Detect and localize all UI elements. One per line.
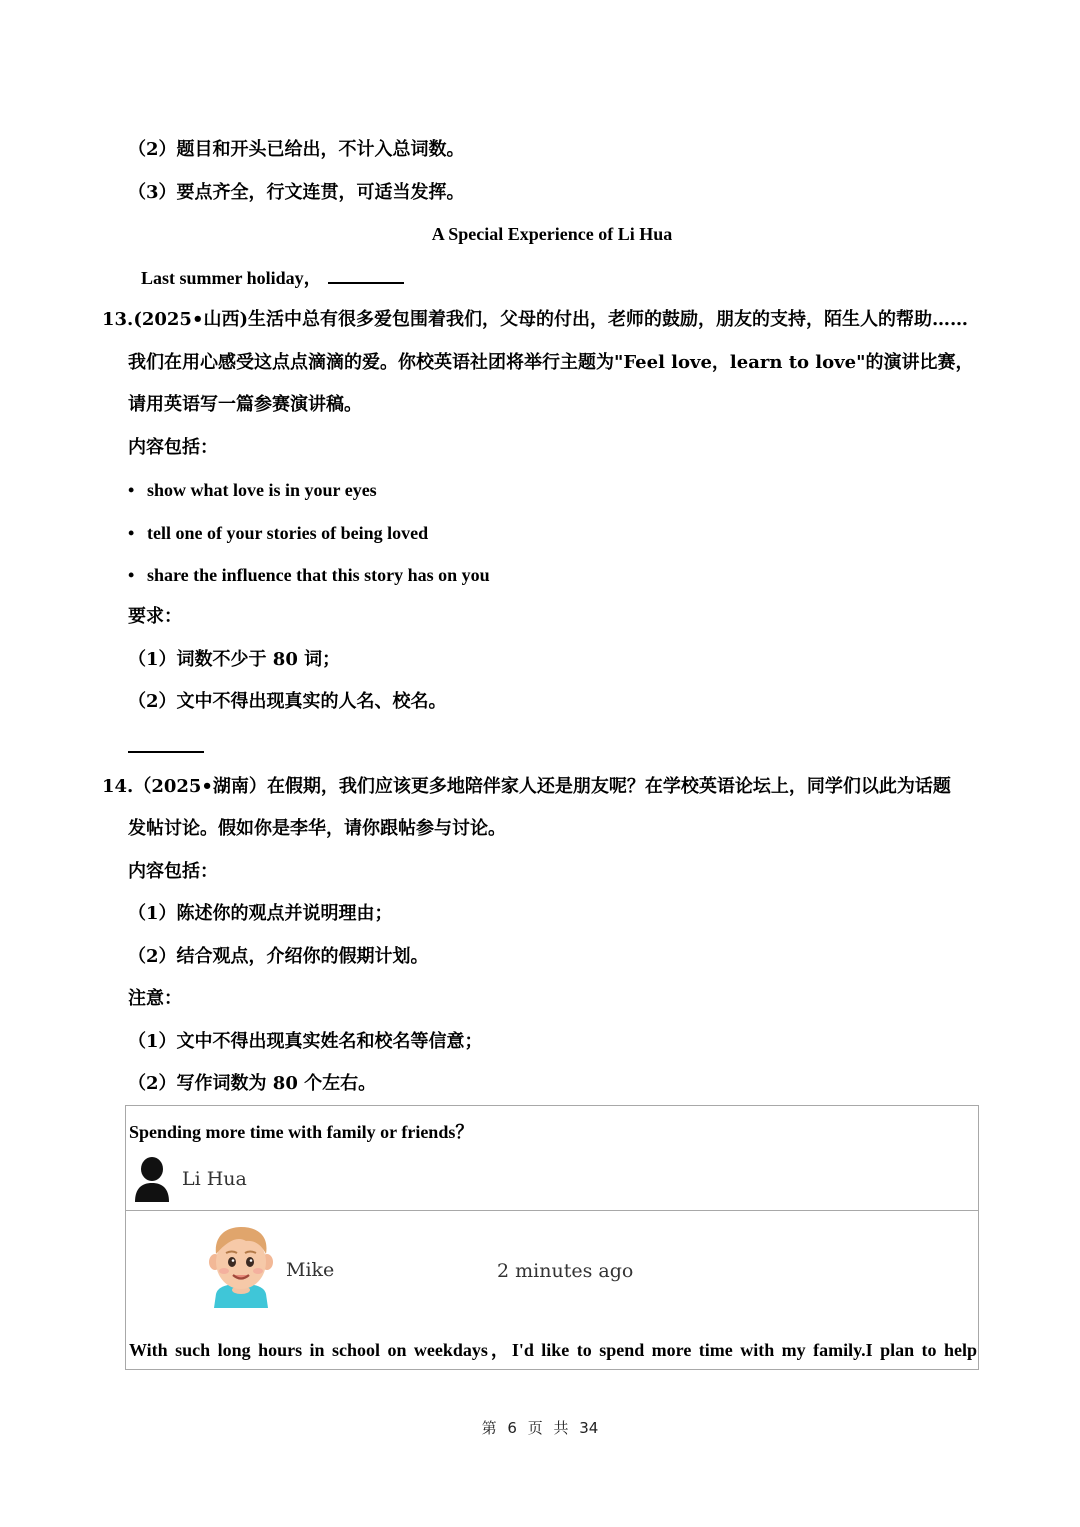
question-14-line2: 发帖讨论。假如你是李华，请你跟帖参与讨论。 — [128, 818, 506, 839]
answer-blank — [328, 266, 404, 284]
question-13-line2: 我们在用心感受这点点滴滴的爱。你校英语社团将举行主题为"Feel love，learn to love"的演讲比赛， — [128, 352, 974, 373]
bullet-text: tell one of your stories of being loved — [147, 523, 429, 543]
question-13-source: (2025•山西) — [133, 309, 248, 330]
forum-heading: Spending more time with family or friends？ — [129, 1122, 474, 1142]
question-13-requirements-label: 要求： — [128, 606, 182, 627]
bullet-item — [128, 563, 490, 587]
question-14-content-label: 内容包括： — [128, 861, 218, 882]
reply-text: With such long hours in school on weekdays，I'd like to spend more time with my family.I plan to help — [129, 1340, 977, 1360]
bullet-item — [128, 521, 428, 545]
essay-start-line — [141, 266, 404, 290]
reply-author-name: Mike — [286, 1259, 335, 1281]
bullet-text: share the influence that this story has on you — [147, 565, 490, 585]
user-icon — [134, 1156, 170, 1202]
question-14-source: （2025•湖南） — [133, 776, 267, 797]
question-13-requirement-2: （2）文中不得出现真实的人名、校名。 — [128, 691, 447, 712]
question-14-notes-label: 注意： — [128, 988, 182, 1009]
question-13-content-label: 内容包括： — [128, 437, 218, 458]
question-14-number: 14. — [102, 776, 134, 797]
answer-blank — [128, 751, 204, 753]
question-14-item-2: （2）结合观点，介绍你的假期计划。 — [128, 946, 429, 967]
question-14-line1 — [102, 775, 951, 799]
divider — [126, 1210, 978, 1211]
bullet-symbol: • — [128, 480, 135, 500]
bullet-symbol: • — [128, 523, 135, 543]
prev-requirement-2: （2）题目和开头已给出，不计入总词数。 — [128, 139, 465, 160]
avatar — [206, 1224, 276, 1308]
bullet-item — [128, 478, 377, 502]
question-14-note-2: （2）写作词数为 80 个左右。 — [128, 1073, 377, 1094]
prev-requirement-3: （3）要点齐全，行文连贯，可适当发挥。 — [128, 182, 465, 203]
reply-timestamp: 2 minutes ago — [497, 1260, 634, 1282]
question-14-note-1: （1）文中不得出现真实姓名和校名等信意； — [128, 1031, 483, 1052]
question-13-line3: 请用英语写一篇参赛演讲稿。 — [128, 394, 362, 415]
essay-start-text: Last summer holiday， — [141, 268, 322, 288]
question-13-requirement-1: （1）词数不少于 80 词； — [128, 649, 341, 670]
poster-name: Li Hua — [182, 1168, 247, 1190]
question-13-line1 — [102, 308, 968, 332]
forum-post-box — [125, 1105, 979, 1370]
bullet-symbol: • — [128, 565, 135, 585]
question-14-text: 在假期，我们应该更多地陪伴家人还是朋友呢？在学校英语论坛上，同学们以此为话题 — [266, 776, 951, 797]
question-14-item-1: （1）陈述你的观点并说明理由； — [128, 903, 393, 924]
page-footer: 第 6 页 共 34 — [481, 1419, 599, 1437]
question-13-number: 13. — [102, 309, 134, 330]
bullet-text: show what love is in your eyes — [147, 480, 377, 500]
question-13-text: 生活中总有很多爱包围着我们，父母的付出，老师的鼓励，朋友的支持，陌生人的帮助…… — [247, 309, 968, 330]
essay-title: A Special Experience of Li Hua — [431, 224, 673, 244]
